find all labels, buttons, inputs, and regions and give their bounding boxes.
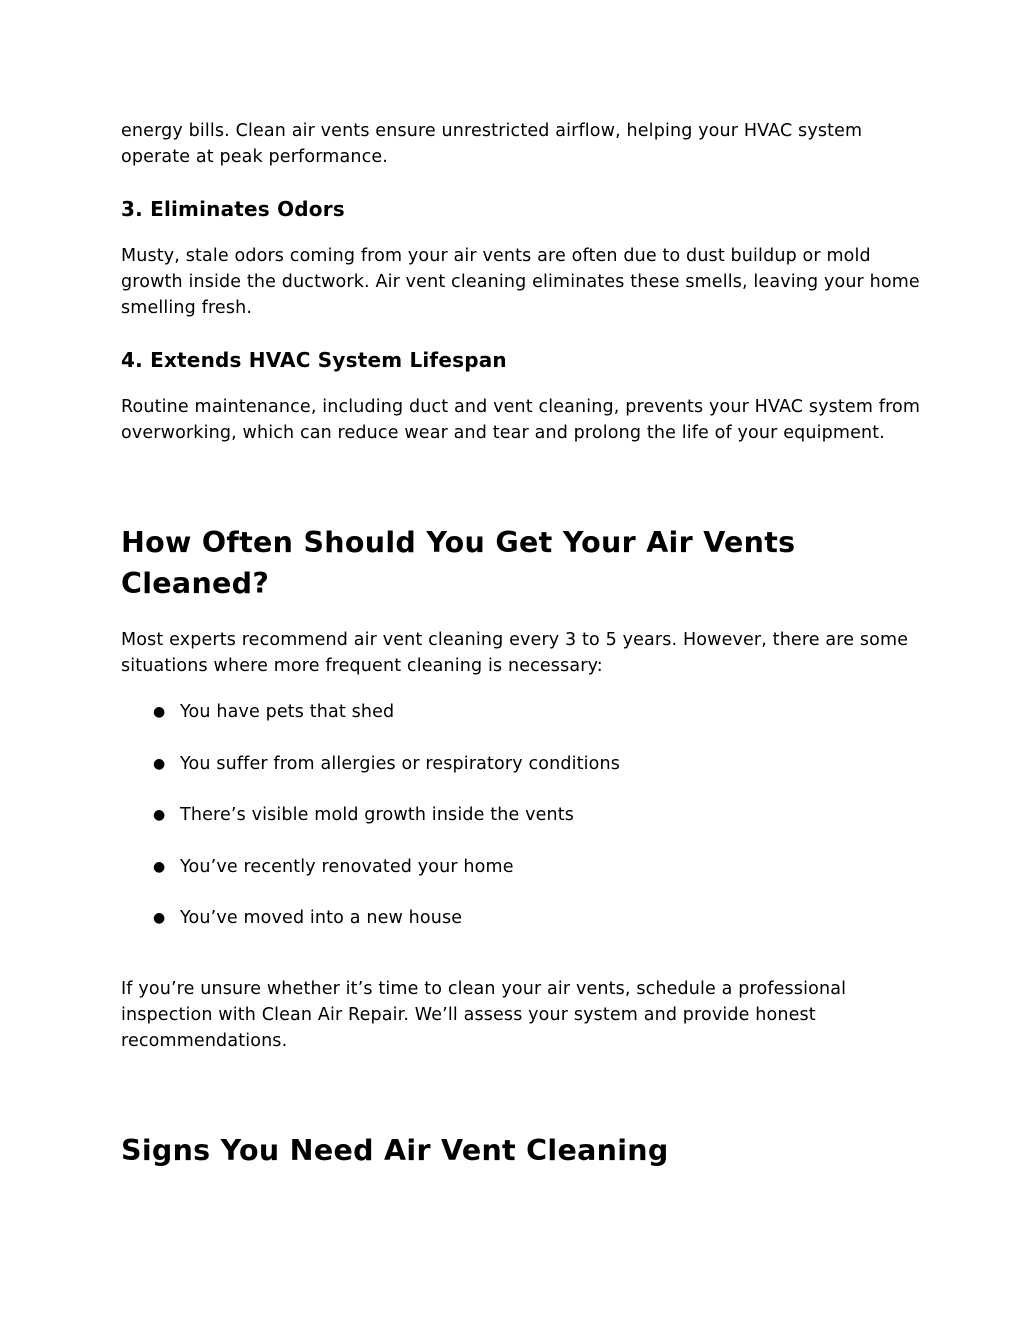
- heading-extends-lifespan: 4. Extends HVAC System Lifespan: [121, 348, 507, 372]
- list-item-text: There’s visible mold growth inside the vents: [180, 805, 575, 825]
- heading-eliminates-odors: 3. Eliminates Odors: [121, 197, 345, 221]
- heading-how-often: How Often Should You Get Your Air Vents Cleaned?: [121, 526, 796, 600]
- list-item: [121, 802, 921, 828]
- intro-paragraph: energy bills. Clean air vents ensure unrestricted airflow, helping your HVAC system operate at peak performance.: [121, 121, 863, 167]
- list-item: [121, 854, 921, 880]
- bullet-icon: ●: [153, 910, 166, 926]
- list-item: [121, 905, 921, 931]
- bullet-icon: ●: [153, 755, 166, 772]
- lifespan-paragraph: Routine maintenance, including duct and vent cleaning, prevents your HVAC system from overworking, which can reduce wear and tear and prolong the life of your equipment.: [121, 397, 921, 443]
- how-often-paragraph: Most experts recommend air vent cleaning every 3 to 5 years. However, there are some situations where more frequent cleaning is necessary:: [121, 630, 909, 676]
- bullet-icon: ●: [153, 858, 166, 875]
- list-item-text: You’ve recently renovated your home: [180, 856, 514, 877]
- situations-list: [121, 699, 921, 931]
- list-item-text: You suffer from allergies or respiratory conditions: [180, 753, 620, 774]
- heading-signs: Signs You Need Air Vent Cleaning: [121, 1134, 669, 1167]
- bullet-icon: ●: [153, 704, 166, 720]
- list-item-text: You’ve moved into a new house: [180, 908, 463, 928]
- odors-paragraph: Musty, stale odors coming from your air vents are often due to dust buildup or mold growth inside the ductwork. Air vent cleaning eliminates these smells, leaving your home smelling fresh.: [121, 246, 920, 318]
- bullet-icon: ●: [153, 807, 166, 823]
- list-item-text: You have pets that shed: [180, 702, 395, 722]
- list-item: [121, 699, 921, 725]
- document-page: [121, 118, 921, 1171]
- list-item: [121, 751, 921, 777]
- closing-paragraph: If you’re unsure whether it’s time to clean your air vents, schedule a professional inspection with Clean Air Repair. We’ll assess your system and provide honest recommendations.: [121, 979, 847, 1051]
